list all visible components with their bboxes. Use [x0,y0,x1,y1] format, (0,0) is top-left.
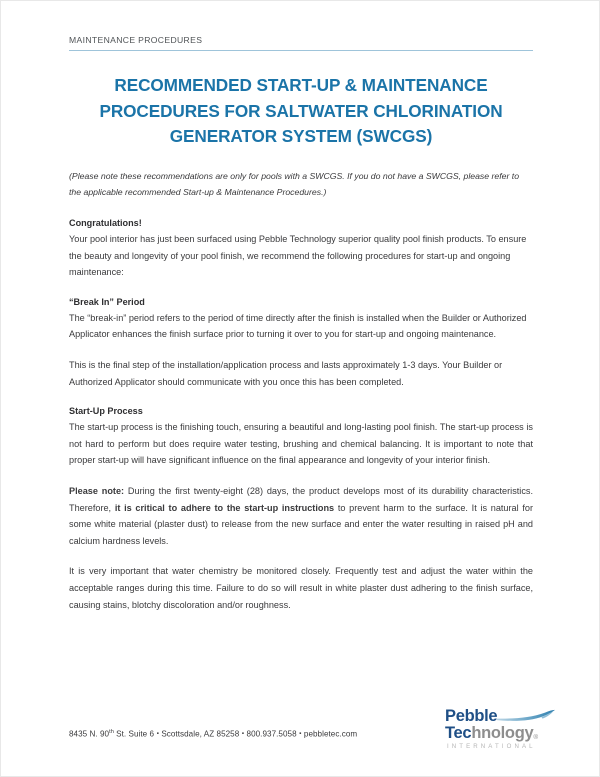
logo-row-bottom [445,723,590,743]
registered-trademark-icon: ® [533,734,539,741]
document-body [69,169,533,627]
break-in-paragraph-2: This is the final step of the installation/application process and lasts approximately 1-3 days. Your Builder or Authorized Applicator should communicate with you once this has been completed. [69,359,503,387]
please-note-text-2: to prevent harm to the surface. It is natural for some white material (plaster dust) to release from the new surface and enter the water resulting in raised pH and calcium hardness levels. [69,502,533,546]
logo-tagline: INTERNATIONAL [447,743,536,750]
congratulations-heading: Congratulations! [69,218,142,228]
address-street-ordinal: th [109,729,114,735]
address-city: Scottsdale, AZ 85258 [161,729,240,739]
address-phone: 800.937.5058 [246,729,297,739]
please-note-label: Please note: [69,485,125,496]
page-title [69,73,533,150]
address-website[interactable]: pebbletec.com [303,729,358,739]
congratulations-paragraph: Your pool interior has just been surfaced using Pebble Technology superior quality pool finish products. To ensure the beauty and longevity of your pool finish, we recommend the following procedures for start-up and ongoing maintenance: [69,234,527,278]
address-separator-2: ▪ [241,730,245,738]
footer-address [69,729,357,739]
address-street-rest: St. Suite 6 [113,729,155,739]
title-line-3: GENERATOR SYSTEM (SWCGS) [169,126,433,146]
header-divider [69,50,533,51]
logo-word-tec: Tec [445,724,472,742]
break-in-paragraph: The “break-in” period refers to the period of time directly after the finish is installed when the Builder or Authorized Applicator enhances the finish surface prior to turning it over to you for start-up and ongoing maintenance. [69,312,527,340]
header-label: MAINTENANCE PROCEDURES [69,35,203,45]
please-note-paragraph [69,483,533,549]
startup-paragraph: The start-up process is the finishing touch, ensuring a beautiful and long-lasting pool finish. The start-up process is not hard to perform but does require water testing, brushing and chemical balancing. It is important to note that proper start-up will have significant influence on the final appearance and longevity of your interior finish. [69,422,533,466]
page-header [69,35,533,51]
water-chemistry-paragraph: It is very important that water chemistry be monitored closely. Frequently test and adjust the water within the acceptable ranges during this time. Failure to do so will result in white plaster dust adhering to the finish surface, causing stains, blotchy discoloration and/or roughness. [69,566,533,610]
address-separator-1: ▪ [156,730,159,738]
address-street: 8435 N. 90 [69,729,110,739]
pebble-technology-logo [445,707,590,755]
logo-word-pebble: Pebble [445,707,498,725]
address-separator-3: ▪ [299,730,302,738]
page-footer [1,701,600,777]
logo-word-hnology: hnology [471,724,534,742]
startup-heading: Start-Up Process [69,406,143,417]
title-line-2: PROCEDURES FOR SALTWATER CHLORINATION [99,100,503,121]
please-note-emphasis: it is critical to adhere to the start-up instructions [114,502,335,513]
disclaimer-note: (Please note these recommendations are only for pools with a SWCGS. If you do not have a SWCGS, please refer to the applicable recommended Start-up & Maintenance Procedures.) [69,171,520,197]
title-line-1: RECOMMENDED START-UP & MAINTENANCE [114,75,488,95]
please-note-text-1: During the first twenty-eight (28) days, the product develops most of its durability characteristics. Therefore, [69,485,533,513]
break-in-heading: “Break In” Period [69,296,145,307]
